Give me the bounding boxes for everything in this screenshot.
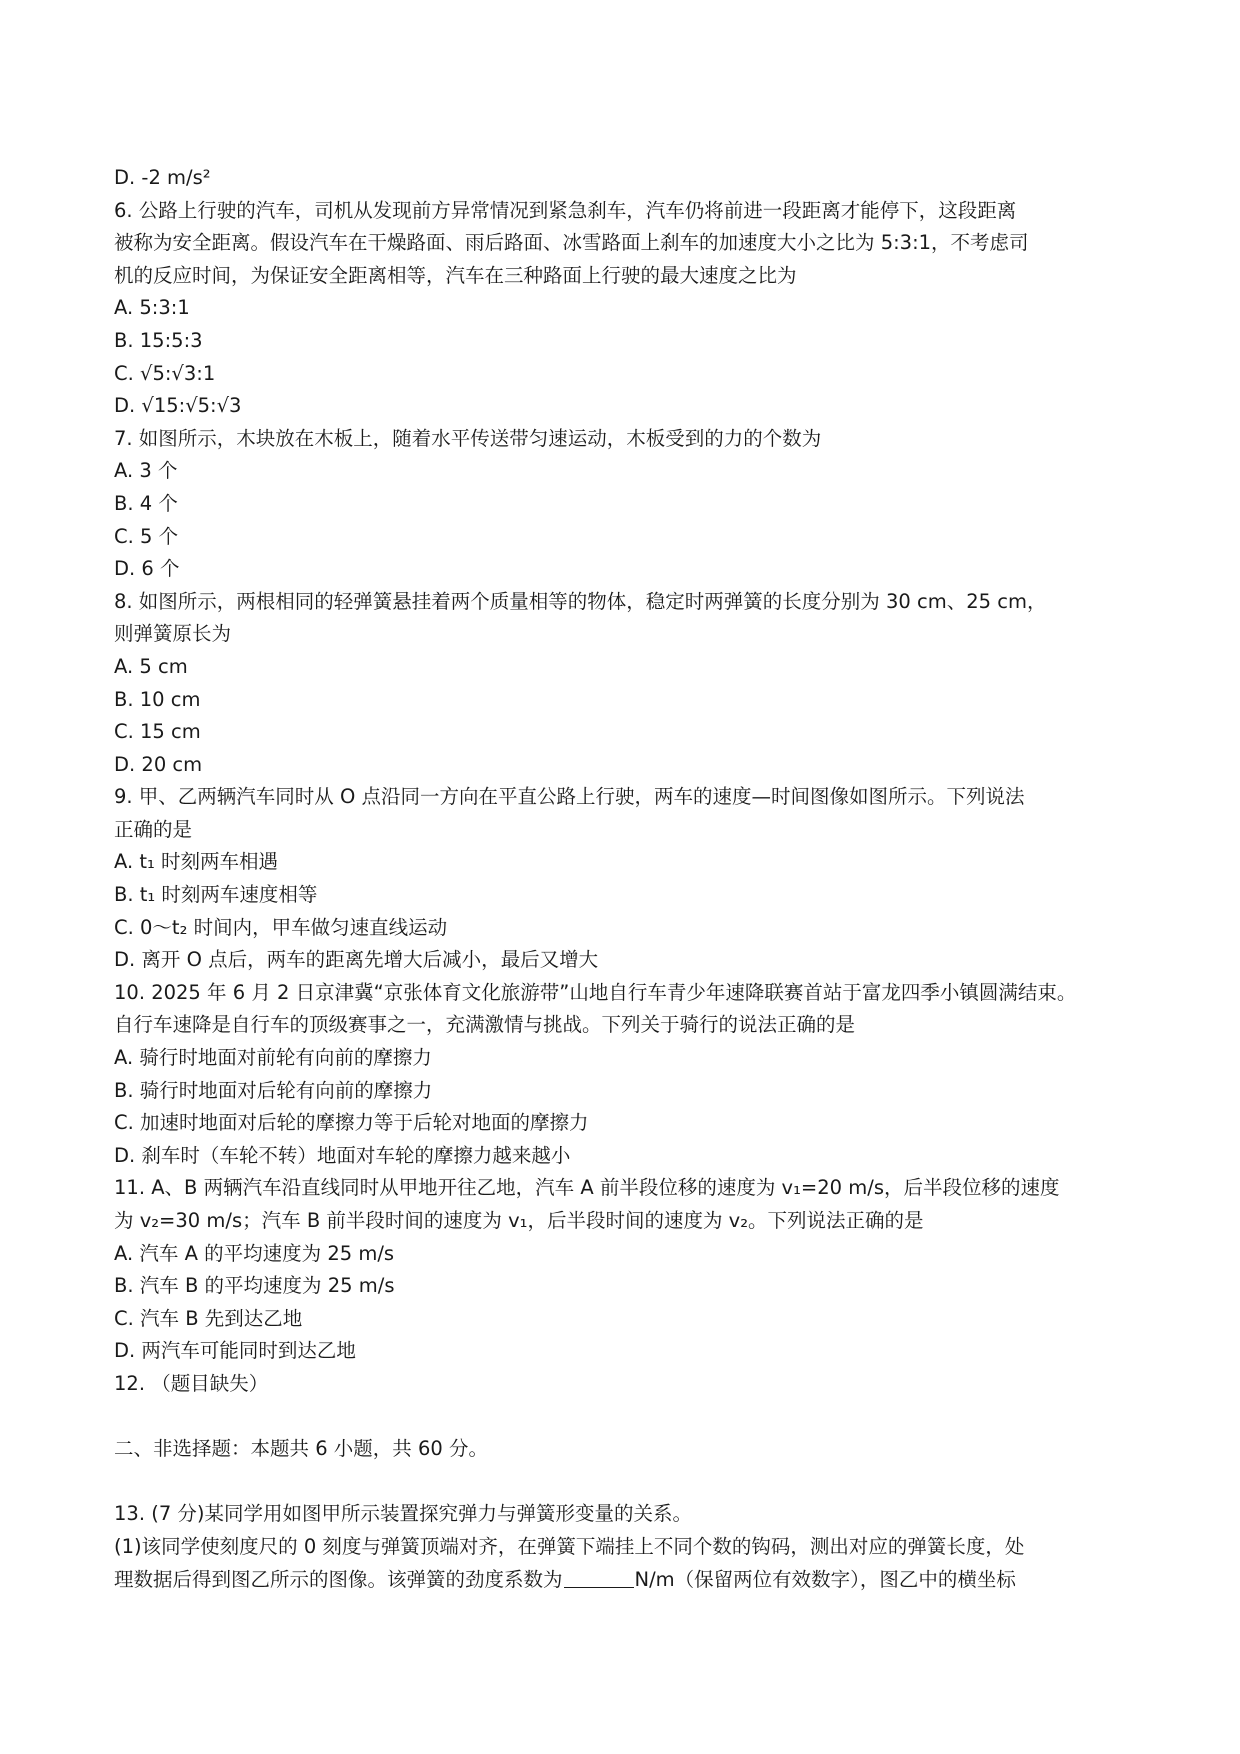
q8-stem-line-1: 8. 如图所示，两根相同的轻弹簧悬挂着两个质量相等的物体，稳定时两弹簧的长度分别为 30 cm、25 cm， <box>114 589 1047 613</box>
q9-option-b: B. t₁ 时刻两车速度相等 <box>114 883 318 907</box>
q6-stem-line-2: 被称为安全距离。假设汽车在干燥路面、雨后路面、冰雪路面上刹车的加速度大小之比为 5:3:1，不考虑司 <box>114 231 1029 255</box>
q11-option-b: B. 汽车 B 的平均速度为 25 m/s <box>114 1274 395 1298</box>
q5-option-d: D. -2 m/s² <box>114 166 211 189</box>
q7-option-d: D. 6 个 <box>114 557 180 581</box>
q12-stem: 12. （题目缺失） <box>114 1371 269 1395</box>
q10-stem-line-2: 自行车速降是自行车的顶级赛事之一，充满激情与挑战。下列关于骑行的说法正确的是 <box>114 1013 856 1037</box>
q9-option-c: C. 0～t₂ 时间内，甲车做匀速直线运动 <box>114 915 448 939</box>
q8-option-a: A. 5 cm <box>114 654 188 678</box>
q7-option-c: C. 5 个 <box>114 524 179 548</box>
section-2-heading: 二、非选择题：本题共 6 小题，共 60 分。 <box>114 1437 489 1461</box>
q7-option-a: A. 3 个 <box>114 459 178 483</box>
exam-page <box>114 162 1134 1596</box>
q9-option-d: D. 离开 O 点后，两车的距离先增大后减小，最后又增大 <box>114 948 599 972</box>
q10-option-b: B. 骑行时地面对后轮有向前的摩擦力 <box>114 1078 433 1102</box>
q6-option-c: C. √5:√3:1 <box>114 361 216 385</box>
q13-stem-line-3 <box>114 1564 1134 1597</box>
q11-stem-line-2: 为 v₂=30 m/s；汽车 B 前半段时间的速度为 v₁，后半段时间的速度为 v₂。下列说法正确的是 <box>114 1209 924 1232</box>
q8-stem-line-2: 则弹簧原长为 <box>114 622 232 646</box>
q10-stem-line-1: 10. 2025 年 6 月 2 日京津冀“京张体育文化旅游带”山地自行车青少年速降联赛首站于富龙四季小镇圆满结束。 <box>114 980 1077 1004</box>
answer-blank <box>564 1567 634 1588</box>
q6-option-a: A. 5:3:1 <box>114 296 190 320</box>
q13-text-after-blank: N/m（保留两位有效数字），图乙中的横坐标 <box>634 1567 1016 1591</box>
q6-option-d: D. √15:√5:√3 <box>114 394 242 418</box>
q13-stem-line-2: (1)该同学使刻度尺的 0 刻度与弹簧顶端对齐，在弹簧下端挂上不同个数的钩码，测出对应的弹簧长度，处 <box>114 1534 1025 1558</box>
q10-option-d: D. 刹车时（车轮不转）地面对车轮的摩擦力越来越小 <box>114 1143 571 1167</box>
spacer <box>114 1401 1134 1434</box>
q6-stem-line-1: 6. 公路上行驶的汽车，司机从发现前方异常情况到紧急刹车，汽车仍将前进一段距离才能停下，这段距离 <box>114 198 1017 222</box>
q8-option-c: C. 15 cm <box>114 720 201 744</box>
q7-stem: 7. 如图所示，木块放在木板上，随着水平传送带匀速运动，木板受到的力的个数为 <box>114 426 822 450</box>
q9-stem-line-1: 9. 甲、乙两辆汽车同时从 O 点沿同一方向在平直公路上行驶，两车的速度—时间图像如图所示。下列说法 <box>114 785 1025 809</box>
q13-text-before-blank: 理数据后得到图乙所示的图像。该弹簧的劲度系数为 <box>114 1567 563 1591</box>
q11-option-a: A. 汽车 A 的平均速度为 25 m/s <box>114 1241 395 1265</box>
q8-option-b: B. 10 cm <box>114 687 201 711</box>
q10-option-c: C. 加速时地面对后轮的摩擦力等于后轮对地面的摩擦力 <box>114 1111 589 1135</box>
q9-option-a: A. t₁ 时刻两车相遇 <box>114 850 279 874</box>
q8-option-d: D. 20 cm <box>114 752 203 776</box>
q6-stem-line-3: 机的反应时间，为保证安全距离相等，汽车在三种路面上行驶的最大速度之比为 <box>114 263 797 287</box>
q7-option-b: B. 4 个 <box>114 491 178 515</box>
q11-option-d: D. 两汽车可能同时到达乙地 <box>114 1339 356 1363</box>
q9-stem-line-2: 正确的是 <box>114 817 193 841</box>
spacer <box>114 1466 1134 1499</box>
q6-option-b: B. 15:5:3 <box>114 328 203 352</box>
q11-stem-line-1: 11. A、B 两辆汽车沿直线同时从甲地开往乙地，汽车 A 前半段位移的速度为 v₁=20 m/s，后半段位移的速度 <box>114 1176 1060 1200</box>
q11-option-c: C. 汽车 B 先到达乙地 <box>114 1306 303 1330</box>
q10-option-a: A. 骑行时地面对前轮有向前的摩擦力 <box>114 1046 432 1070</box>
q13-stem-line-1: 13. (7 分)某同学用如图甲所示装置探究弹力与弹簧形变量的关系。 <box>114 1502 693 1526</box>
